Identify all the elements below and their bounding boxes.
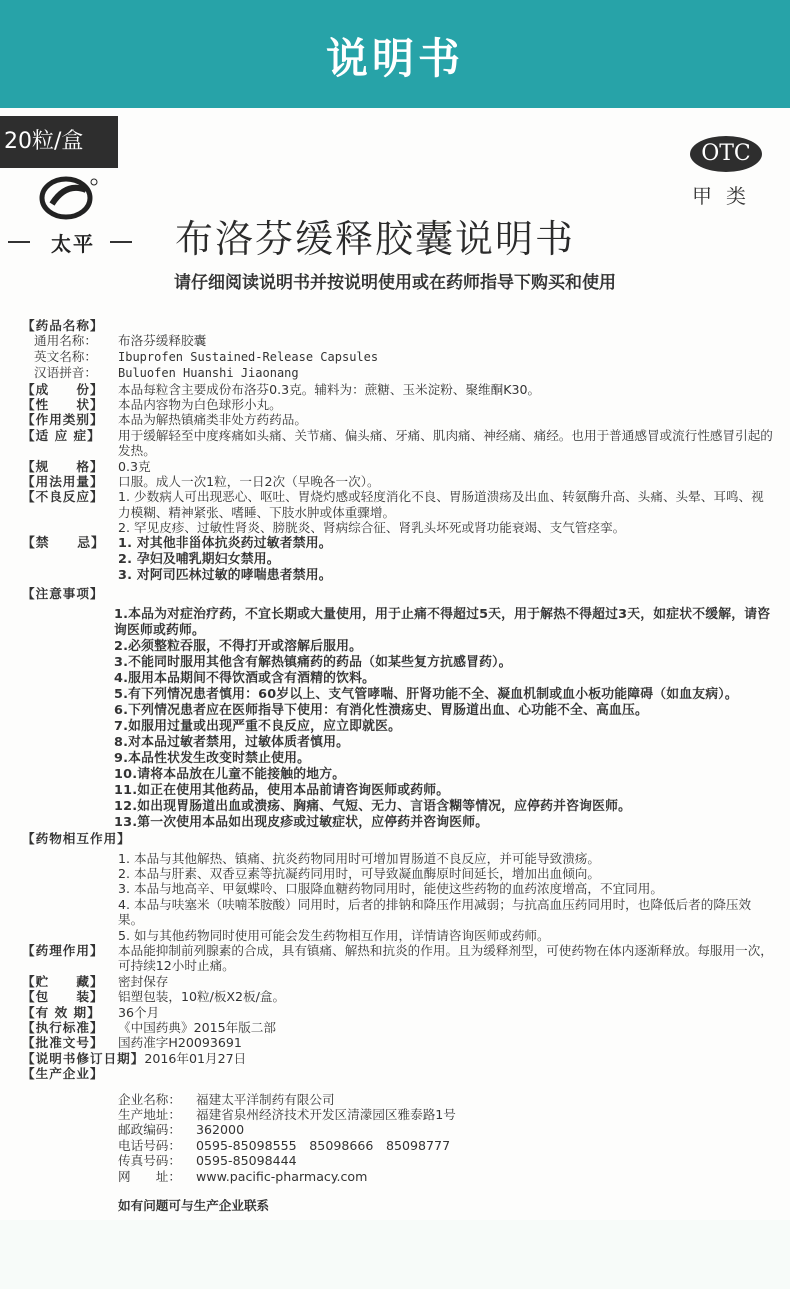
note-item: 9.本品性状发生改变时禁止使用。 bbox=[114, 751, 311, 767]
drug-name-label: 【药品名称】 bbox=[22, 318, 104, 333]
field-indications: 【适 应 症】 用于缓解轻至中度疼痛如头痛、关节痛、偏头痛、牙痛、肌肉痛、神经痛、痛经。也用于普通感冒或流行性感冒引起的发热。 bbox=[22, 427, 773, 459]
note-item: 8.对本品过敏者禁用，过敏体质者慎用。 bbox=[114, 735, 350, 751]
otc-badge: OTC bbox=[690, 136, 762, 172]
field-contraindications: 【禁 忌】 1. 对其他非甾体抗炎药过敏者禁用。 bbox=[22, 535, 332, 551]
interaction-item: 5. 如与其他药物同时使用可能会发生药物相互作用，详情请咨询医师或药师。 bbox=[118, 927, 550, 943]
field-appearance: 【性 状】 本品内容物为白色球形小丸。 bbox=[22, 397, 282, 413]
interaction-item: 1. 本品与其他解热、镇痛、抗炎药物同用时可增加胃肠道不良反应，并可能导致溃疡。 bbox=[118, 850, 600, 866]
note-item: 12.如出现胃肠道出血或溃疡、胸痛、气短、无力、言语含糊等情况，应停药并咨询医师。 bbox=[114, 799, 632, 815]
brand-name: 太平 bbox=[51, 232, 95, 256]
note-item: 3.不能同时服用其他含有解热镇痛药的药品（如某些复方抗感冒药）。 bbox=[114, 655, 512, 671]
banner-title: 说明书 bbox=[325, 34, 464, 83]
company-row: 传真号码： 0595-85098444 bbox=[118, 1153, 297, 1169]
package-count-badge: 20粒/盒 bbox=[0, 116, 118, 168]
drug-name-row: 通用名称： 布洛芬缓释胶囊 bbox=[34, 333, 207, 349]
document-title: 布洛芬缓释胶囊说明书 bbox=[175, 217, 576, 261]
company-info bbox=[22, 1092, 774, 1184]
field-ingredients: 【成 份】 本品每粒含主要成份布洛芬0.3克。辅料为：蔗糖、玉米淀粉、聚维酮K30。 bbox=[22, 381, 541, 397]
company-row: 网 址： www.pacific-pharmacy.com bbox=[118, 1168, 368, 1184]
field-category: 【作用类别】 本品为解热镇痛类非处方药药品。 bbox=[22, 412, 307, 428]
document-subtitle: 请仔细阅读说明书并按说明使用或在药师指导下购买和使用 bbox=[174, 273, 616, 293]
interaction-item: 4. 本品与呋塞米（呋喃苯胺酸）同用时，后者的排钠和降压作用减弱；与抗高血压药同用时，也降低后者的降压效果。 bbox=[118, 896, 752, 928]
interaction-item: 2. 本品与肝素、双香豆素等抗凝药同用时，可导致凝血酶原时间延长，增加出血倾向。 bbox=[118, 865, 600, 881]
drug-name-row: 汉语拼音： Buluofen Huanshi Jiaonang bbox=[34, 365, 299, 381]
field-revision-date: 【说明书修订日期】 2016年01月27日 bbox=[22, 1050, 247, 1066]
note-item: 11.如正在使用其他药品，使用本品前请咨询医师或药师。 bbox=[114, 783, 450, 799]
note-item: 13.第一次使用本品如出现皮疹或过敏症状，应停药并咨询医师。 bbox=[114, 815, 489, 831]
contra-item: 3. 对阿司匹林过敏的哮喘患者禁用。 bbox=[118, 567, 332, 583]
otc-class-label: 甲类 bbox=[692, 184, 760, 208]
field-package: 【包 装】 铝塑包装，10粒/板X2板/盒。 bbox=[22, 989, 286, 1005]
notes-list bbox=[22, 607, 774, 831]
adverse-item: 2. 罕见皮疹、过敏性肾炎、膀胱炎、肾病综合征、肾乳头坏死或肾功能衰竭、支气管痉挛。 bbox=[118, 520, 626, 536]
note-item: 2.必须整粒吞服，不得打开或溶解后服用。 bbox=[114, 639, 363, 655]
field-adverse: 【不良反应】 1. 少数病人可出现恶心、呕吐、胃烧灼感或轻度消化不良、胃肠道溃疡及出血、转氨酶升高、头痛、头晕、耳鸣、视力模糊、精神紧张、嗜睡、下肢水肿或体重骤增。 bbox=[22, 489, 764, 520]
logo-rule-right bbox=[110, 241, 132, 243]
note-item: 10.请将本品放在儿童不能接触的地方。 bbox=[114, 767, 346, 783]
field-approval: 【批准文号】 国药准字H20093691 bbox=[22, 1035, 242, 1051]
company-footer-note: 如有问题可与生产企业联系 bbox=[118, 1198, 270, 1214]
field-dosage: 【用法用量】 口服。成人一次1粒，一日2次（早晚各一次）。 bbox=[22, 474, 380, 490]
field-pharmacology: 【药理作用】 本品能抑制前列腺素的合成，具有镇痛、解热和抗炎的作用。且为缓释剂型，可使药物在体内逐渐释放。每服用一次，可持续12小时止痛。 bbox=[22, 942, 773, 974]
company-label: 【生产企业】 bbox=[22, 1066, 104, 1082]
note-item: 7.如服用过量或出现严重不良反应，应立即就医。 bbox=[114, 719, 402, 735]
field-standard: 【执行标准】 《中国药典》2015年版二部 bbox=[22, 1019, 276, 1035]
note-item: 5.有下列情况患者慎用：60岁以上、支气管哮喘、肝肾功能不全、凝血机制或血小板功能障碍（如血友病）。 bbox=[114, 687, 738, 703]
contra-item: 2. 孕妇及哺乳期妇女禁用。 bbox=[118, 551, 280, 567]
company-row: 生产地址： 福建省泉州经济技术开发区清濛园区雅泰路1号 bbox=[118, 1107, 456, 1122]
notes-label: 【注意事项】 bbox=[22, 585, 104, 601]
brand-logo-icon bbox=[38, 176, 98, 220]
note-item: 4.服用本品期间不得饮酒或含有酒精的饮料。 bbox=[114, 671, 376, 687]
interactions-label: 【药物相互作用】 bbox=[22, 831, 131, 847]
company-row: 电话号码： 0595-85098555 85098666 85098777 bbox=[118, 1137, 451, 1153]
field-validity: 【有 效 期】 36个月 bbox=[22, 1004, 160, 1020]
field-storage: 【贮 藏】 密封保存 bbox=[22, 973, 169, 989]
field-spec: 【规 格】 0.3克 bbox=[22, 458, 151, 474]
note-item: 6.下列情况患者应在医师指导下使用：有消化性溃疡史、胃肠道出血、心功能不全、高血压。 bbox=[114, 703, 649, 719]
drug-name-row: 英文名称： Ibuprofen Sustained-Release Capsules bbox=[34, 348, 379, 364]
interaction-item: 3. 本品与地高辛、甲氨蝶呤、口服降血糖药物同用时，能使这些药物的血药浓度增高，不宜同用。 bbox=[118, 881, 663, 897]
company-row: 邮政编码： 362000 bbox=[118, 1122, 245, 1138]
note-item: 1.本品为对症治疗药，不宜长期或大量使用，用于止痛不得超过5天，用于解热不得超过3天，如症状不缓解，请咨询医师或药师。 bbox=[114, 607, 771, 639]
leaflet-body bbox=[22, 318, 774, 1213]
company-row: 企业名称： 福建太平洋制药有限公司 bbox=[118, 1091, 335, 1107]
